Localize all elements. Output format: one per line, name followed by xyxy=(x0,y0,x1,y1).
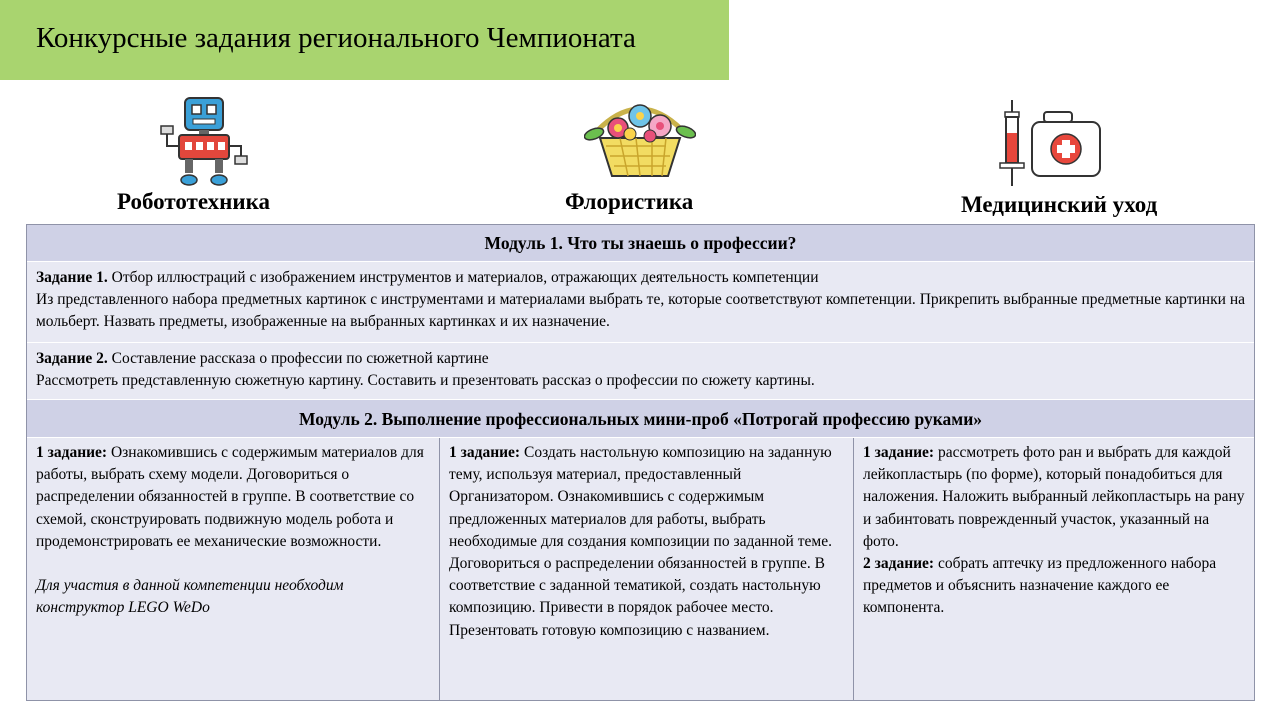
profession-label-medical: Медицинский уход xyxy=(961,192,1158,217)
col3-label2: 2 задание: xyxy=(863,555,935,573)
module2-columns xyxy=(27,438,1254,700)
task2-label: Задание 2. xyxy=(36,350,108,367)
task1-title: Отбор иллюстраций с изображением инструментов и материалов, отражающих деятельность компетенции xyxy=(107,269,819,286)
profession-label-floristry: Флористика xyxy=(565,189,694,214)
col3-text2: собрать аптечку из предложенного набора предметов и объяснить назначение каждого ее компонента. xyxy=(863,555,1217,617)
module2-col-medical xyxy=(854,438,1254,700)
col3-label1: 1 задание: xyxy=(863,444,935,461)
col1-note: Для участия в данной компетенции необходим конструктор LEGO WeDo xyxy=(36,577,344,617)
tasks-table xyxy=(26,224,1255,701)
page-title: Конкурсные задания регионального Чемпионата xyxy=(36,22,636,54)
module2-header: Модуль 2. Выполнение профессиональных мини-проб «Потрогай профессию руками» xyxy=(27,400,1254,438)
col1-text: Ознакомившись с содержимым материалов для работы, выбрать схему модели. Договориться о распределении обязанностей в группе. В соответствие со схемой, сконструировать подвижную модель робота и продемонстрировать ее механические возможности. xyxy=(36,444,424,550)
module2-col-floristry xyxy=(440,438,854,700)
col2-text: Создать настольную композицию на заданную тему, используя материал, предоставленный Организатором. Ознакомившись с содержимым предложенных материалов для работы, выбрать необходимые для создания композиции по заданной теме. Договориться о распределении обязанностей в группе. В соответствие с заданной тематикой, создать настольную композицию. Привести в порядок рабочее место. Презентовать готовую композицию с названием. xyxy=(449,444,832,639)
module1-task2 xyxy=(27,343,1254,400)
task1-label: Задание 1. xyxy=(36,269,108,286)
robot-icon xyxy=(155,96,251,188)
module1-task1 xyxy=(27,262,1254,343)
title-banner xyxy=(0,0,729,80)
task2-text: Рассмотреть представленную сюжетную картину. Составить и презентовать рассказ о профессии по сюжету картины. xyxy=(36,372,815,389)
task2-title: Составление рассказа о профессии по сюжетной картине xyxy=(107,350,489,367)
col2-label: 1 задание: xyxy=(449,444,521,461)
module2-col-robotics xyxy=(27,438,440,700)
col1-label: 1 задание: xyxy=(36,444,108,461)
profession-label-robotics: Робототехника xyxy=(117,189,271,214)
task1-text: Из представленного набора предметных картинок с инструментами и материалами выбрать те, которые соответствуют компетенции. Прикрепить выбранные предметные картинки на мольберт. Назвать предметы, изображенные на выбранных картинках и их назначение. xyxy=(36,291,1245,330)
col3-text1: рассмотреть фото ран и выбрать для каждой лейкопластырь (по форме), который понадобиться для наложения. Наложить выбранный лейкопластырь на рану и забинтовать поврежденный участок, указанный на фото. xyxy=(863,444,1245,550)
module1-header: Модуль 1. Что ты знаешь о профессии? xyxy=(27,225,1254,262)
flower-basket-icon xyxy=(584,86,696,182)
medical-kit-icon xyxy=(998,98,1102,188)
